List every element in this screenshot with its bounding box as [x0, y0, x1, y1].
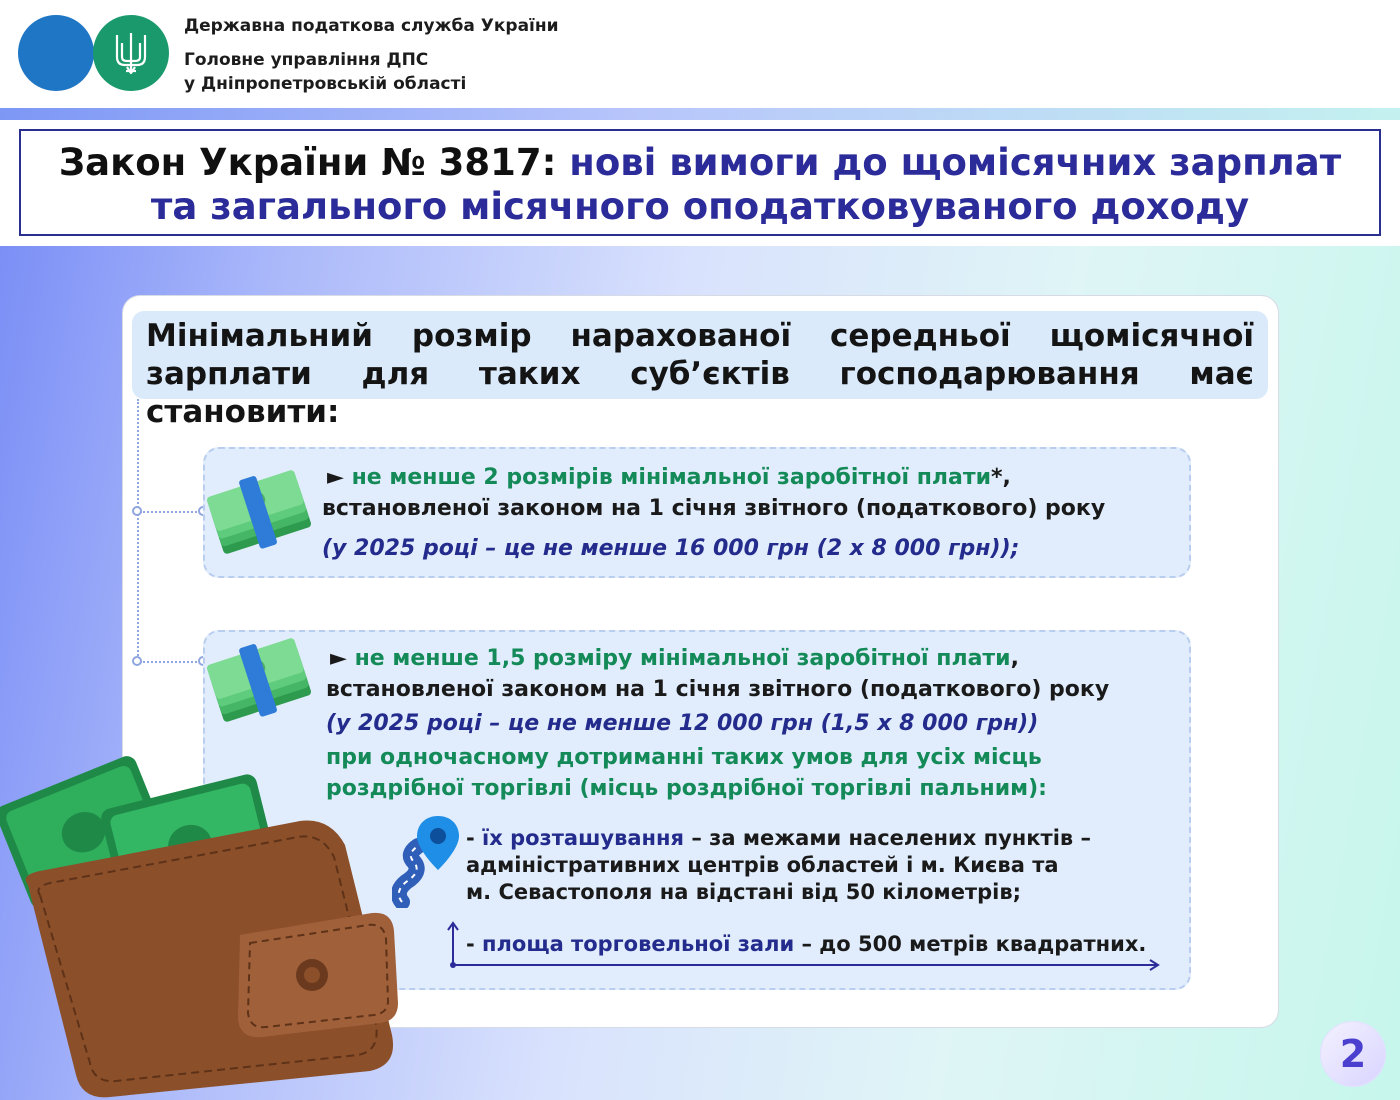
item-1-highlight: не менше 2 розмірів мінімальної заробітної плати	[351, 465, 992, 490]
logo-blue-circle	[18, 15, 94, 91]
connector-dot	[132, 506, 142, 516]
item-1-line-3: (у 2025 році – це не менше 16 000 грн (2 х 8 000 грн));	[322, 536, 1020, 561]
condition-1-line-1	[466, 826, 1091, 850]
bullet-arrow-icon: ►	[330, 646, 347, 671]
trident-icon	[114, 31, 148, 75]
item-1-line-2: встановленої законом на 1 січня звітного (податкового) року	[322, 496, 1106, 521]
org-line-2: Головне управління ДПС	[184, 50, 429, 70]
card-heading-line-1: Мінімальний розмір нарахованої середньої щомісячної	[146, 318, 1254, 354]
title-law: Закон України № 3817:	[58, 141, 557, 184]
header	[0, 0, 1400, 108]
header-gradient-strip	[0, 108, 1400, 120]
condition-1-line-3: м. Севастополя на відстані від 50 кілометрів;	[466, 880, 1022, 904]
connector-dot	[132, 656, 142, 666]
item-2-line-1	[330, 646, 1019, 671]
condition-2	[466, 932, 1146, 956]
bullet-arrow-icon: ►	[327, 465, 344, 490]
connector-1	[140, 511, 204, 513]
title-box	[19, 129, 1381, 236]
org-line-3: у Дніпропетровській області	[184, 74, 467, 94]
money-stack-icon	[205, 462, 313, 562]
condition-2-rest: – до 500 метрів квадратних.	[794, 932, 1147, 956]
money-stack-icon	[205, 630, 313, 730]
item-2-line-3: (у 2025 році – це не менше 12 000 грн (1,5 х 8 000 грн))	[326, 711, 1039, 736]
item-1-line-1	[327, 465, 1011, 490]
title-area	[0, 120, 1400, 246]
title-line-2: та загального місячного оподатковуваного доходу	[150, 185, 1250, 228]
card-heading-line-2: зарплати для таких суб’єктів господарювання має становити:	[146, 356, 1254, 430]
condition-2-key: площа торговельної зали	[482, 932, 795, 956]
wallet-icon	[0, 735, 400, 1100]
location-pin-road-icon	[392, 812, 464, 908]
connector-vertical	[137, 399, 139, 663]
org-line-1: Державна податкова служба України	[184, 16, 559, 36]
condition-1-key: їх розташування	[482, 826, 685, 850]
condition-2-dash: -	[466, 932, 483, 956]
page-title	[21, 141, 1379, 229]
item-2-line-4: при одночасному дотриманні таких умов для усіх місць	[326, 745, 1042, 770]
logo-green-circle	[93, 15, 169, 91]
item-2-line-5: роздрібної торгівлі (місць роздрібної торгівлі пальним):	[326, 776, 1047, 801]
condition-1-dash: -	[466, 826, 483, 850]
condition-1-rest: – за межами населених пунктів –	[684, 826, 1092, 850]
organization-name	[184, 14, 559, 96]
page-number: 2	[1320, 1021, 1386, 1087]
condition-1-line-2: адміністративних центрів областей і м. Києва та	[466, 853, 1059, 877]
item-2-suffix: ,	[1010, 646, 1019, 671]
item-2-highlight: не менше 1,5 розміру мінімальної заробітної плати	[354, 646, 1011, 671]
card-heading	[132, 311, 1268, 430]
title-topic: нові вимоги до щомісячних зарплат	[569, 141, 1342, 184]
item-2-line-2: встановленої законом на 1 січня звітного (податкового) року	[326, 677, 1110, 702]
connector-2	[140, 661, 204, 663]
item-1-suffix: *,	[991, 465, 1011, 490]
